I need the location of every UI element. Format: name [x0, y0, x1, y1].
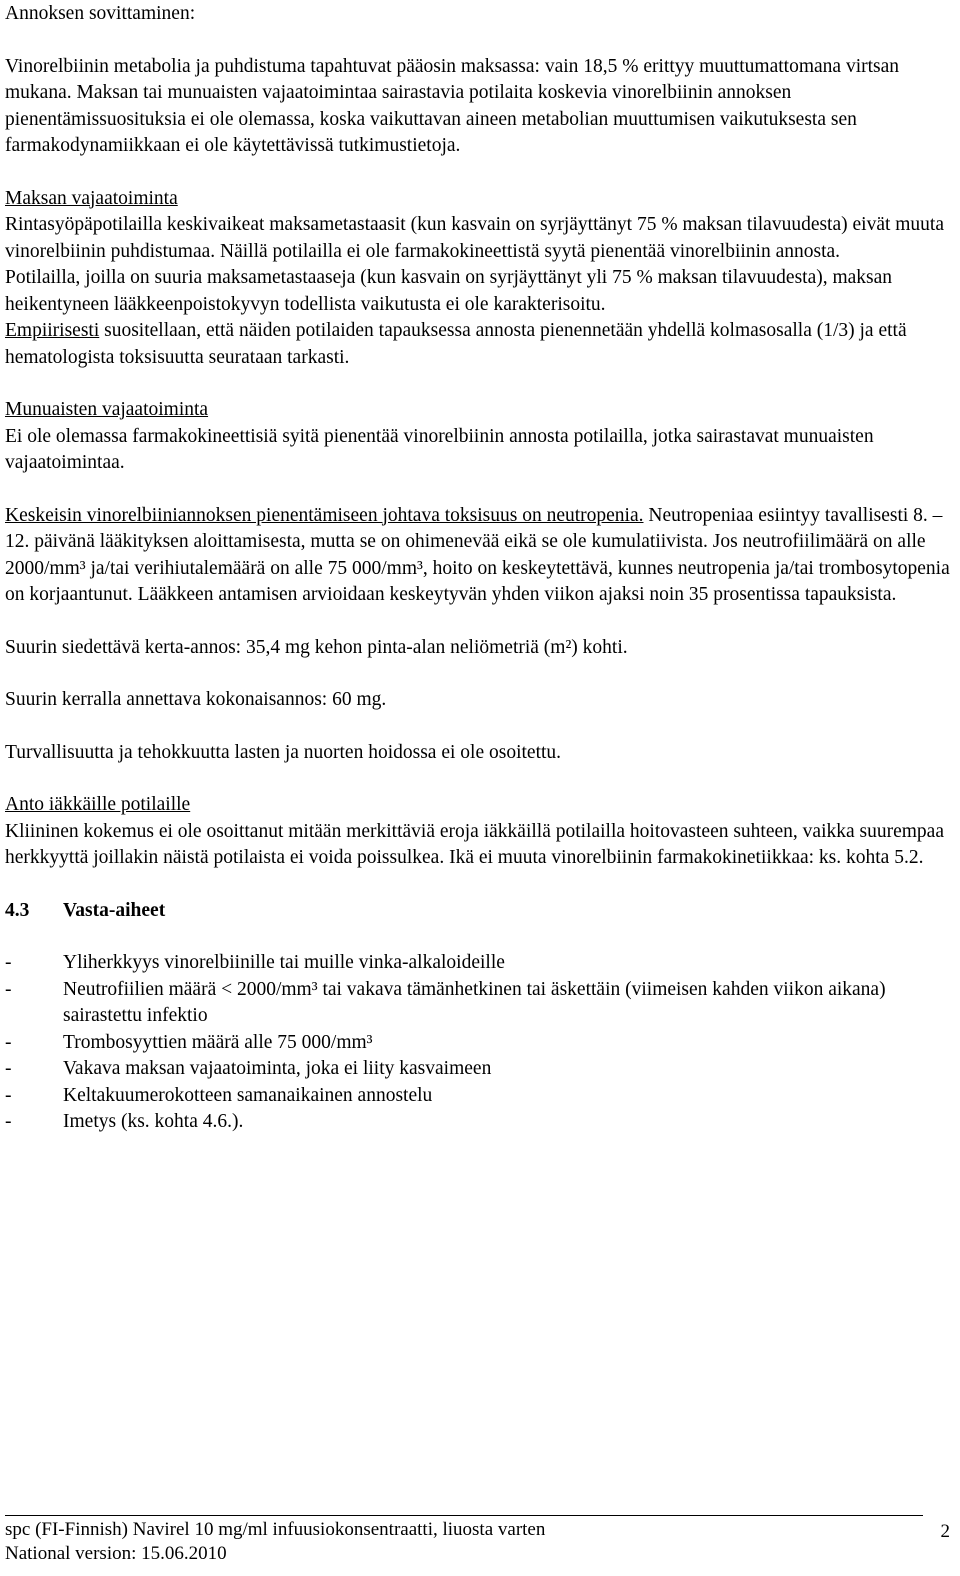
spacer	[5, 714, 950, 740]
list-item	[5, 977, 950, 1030]
list-item-text: Neutrofiilien määrä < 2000/mm³ tai vakava tämänhetkinen tai äskettäin (viimeisen kahden viikon aikana) sairastettu infektio	[63, 978, 886, 1026]
list-item-text: Keltakuumerokotteen samanaikainen annostelu	[63, 1084, 433, 1106]
list-item	[5, 1083, 950, 1110]
list-item-text: Trombosyyttien määrä alle 75 000/mm³	[63, 1031, 373, 1053]
section-title: Vasta-aiheet	[63, 899, 166, 921]
toxicity-rest: Neutropeniaa esiintyy tavallisesti 8. – 12. päivänä lääkityksen aloittamisesta, mutta se on ohimenevää eikä se ole kumulatiivista. Jos neutrofiilimäärä on alle 2000/mm³ ja/tai verihiutalemäärä on alle 75 000/mm³, hoito on keskeytettävä, kunnes neutropenia ja/tai trombosytopenia on korjaantunut. Lääkkeen antamisen arvioidaan keskeytyvän yhden viikon ajaksi noin 35 prosentissa tapauksista.	[5, 504, 950, 605]
liver-impairment-heading: Maksan vajaatoiminta	[5, 187, 178, 209]
list-item-text: Vakava maksan vajaatoiminta, joka ei liity kasvaimeen	[63, 1058, 492, 1079]
section-number: 4.3	[5, 899, 30, 921]
list-dash: -	[5, 952, 12, 973]
liver-paragraph-3	[5, 318, 950, 371]
children-safety: Turvallisuutta ja tehokkuutta lasten ja nuorten hoidossa ei ole osoitettu.	[5, 741, 562, 763]
spacer	[5, 661, 950, 687]
elderly-paragraph: Kliininen kokemus ei ole osoittanut mitään merkittäviä eroja iäkkäillä potilailla hoitovasteen suhteen, vaikka suurempaa herkkyyttä joillakin näistä potilaista ei voida poissulkea. Ikä ei muuta vinorelbiinin farmakokinetiikkaa: ks. kohta 5.2.	[5, 820, 944, 868]
kidney-paragraph: Ei ole olemassa farmakokineettisiä syitä pienentää vinorelbiinin annosta potilailla, jotka sairastavat munuaisten vajaatoimintaa.	[5, 425, 874, 473]
spacer	[5, 160, 950, 186]
section-heading	[5, 898, 950, 925]
metabolism-paragraph: Vinorelbiinin metabolia ja puhdistuma tapahtuvat pääosin maksassa: vain 18,5 % erittyy muuttumattomana virtsan mukana. Maksan tai munuaisten vajaatoimintaa sairastavia potilaita koskevia vinorelbiinin annoksen pienentämissuosituksia ei ole olemassa, koska vaikuttavan aineen metabolian muuttumisen vaikutuksesta sen farmakodynamiikkaan ei ole käytettävissä tutkimustietoja.	[5, 55, 900, 156]
liver-paragraph-1: Rintasyöpäpotilailla keskivaikeat maksametastaasit (kun kasvain on syrjäyttänyt 75 % maksan tilavuudesta) eivät muuta vinorelbiinin puhdistumaa. Näillä potilailla ei ole farmakokineettistä syytä pienentää vinorelbiinin annosta.	[5, 214, 945, 262]
max-total-dose: Suurin kerralla annettava kokonaisannos: 60 mg.	[5, 689, 387, 710]
footer-version-line: National version: 15.06.2010	[5, 1543, 227, 1564]
spacer	[5, 924, 950, 950]
elderly-heading: Anto iäkkäille potilaille	[5, 794, 191, 815]
dose-adjustment-title: Annoksen sovittaminen:	[5, 3, 196, 24]
document-page	[5, 0, 950, 1136]
page-number: 2	[940, 1521, 950, 1542]
list-dash: -	[5, 1058, 12, 1079]
empirical-word: Empiirisesti	[5, 320, 100, 341]
kidney-impairment-heading: Munuaisten vajaatoiminta	[5, 399, 209, 420]
list-dash: -	[5, 1031, 12, 1053]
list-item	[5, 1109, 950, 1136]
list-item-text: Imetys (ks. kohta 4.6.).	[63, 1111, 244, 1132]
spacer	[5, 766, 950, 792]
list-item	[5, 950, 950, 977]
list-item	[5, 1056, 950, 1083]
spacer	[5, 872, 950, 898]
liver-paragraph-3-rest: suositellaan, että näiden potilaiden tapauksessa annosta pienennetään yhdellä kolmasosalla (1/3) ja että hematologista toksisuutta seurataan tarkasti.	[5, 320, 907, 368]
max-single-dose: Suurin siedettävä kerta-annos: 35,4 mg kehon pinta-alan neliömetriä (m²) kohti.	[5, 636, 628, 658]
spacer	[5, 477, 950, 503]
spacer	[5, 609, 950, 635]
footer-rule	[5, 1515, 923, 1516]
list-dash: -	[5, 978, 12, 1000]
spacer	[5, 28, 950, 54]
footer-text	[5, 1518, 545, 1566]
list-item	[5, 1030, 950, 1057]
toxicity-key-sentence: Keskeisin vinorelbiiniannoksen pienentämiseen johtava toksisuus on neutropenia.	[5, 504, 644, 526]
list-dash: -	[5, 1111, 12, 1132]
liver-paragraph-2: Potilailla, joilla on suuria maksametastaaseja (kun kasvain on syrjäyttänyt yli 75 % maksan tilavuudesta), maksan heikentyneen lääkkeenpoistokyvyn todellista vaikutusta ei ole karakterisoitu.	[5, 267, 893, 315]
list-dash: -	[5, 1084, 12, 1106]
footer-product-line: spc (FI-Finnish) Navirel 10 mg/ml infuusiokonsentraatti, liuosta varten	[5, 1519, 546, 1540]
spacer	[5, 371, 950, 397]
contraindications-list	[5, 950, 950, 1136]
list-item-text: Yliherkkyys vinorelbiinille tai muille vinka-alkaloideille	[63, 952, 505, 973]
toxicity-paragraph	[5, 503, 950, 609]
